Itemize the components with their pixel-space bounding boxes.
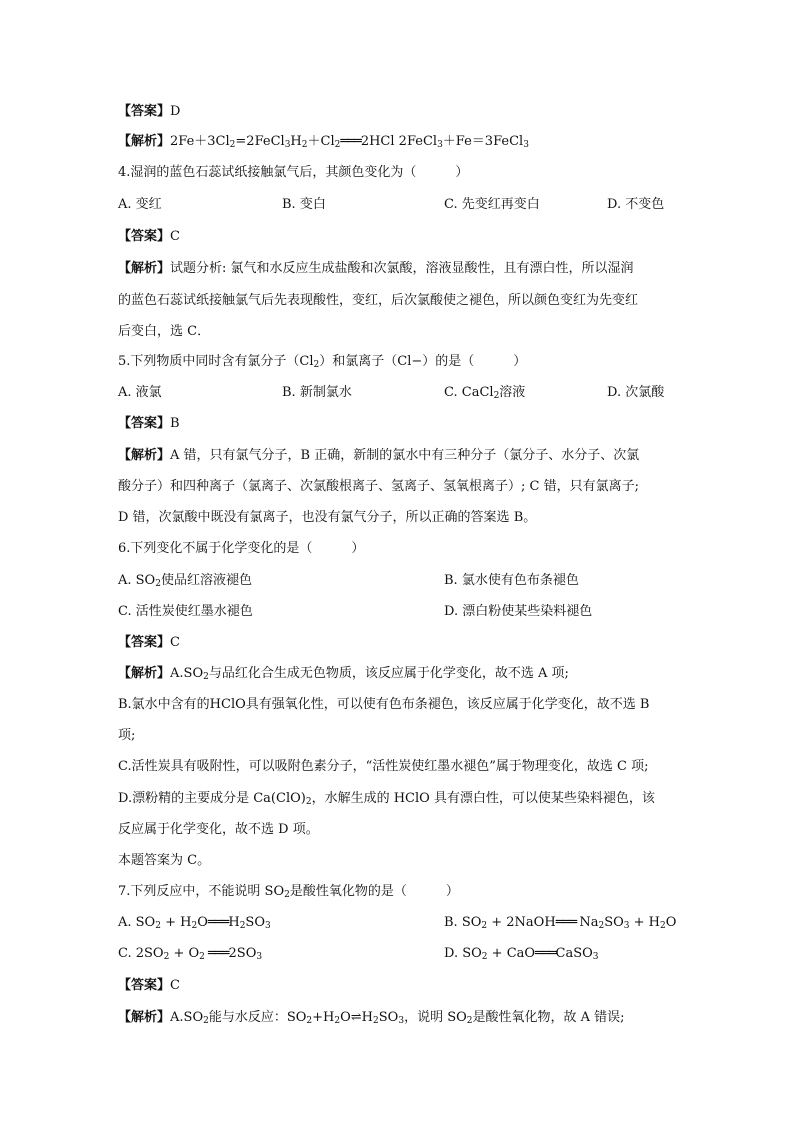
q4-analysis-line-1 [118,260,634,278]
q6-answer-line [118,634,180,652]
q5-option-a: A. 液氯 [118,385,162,400]
q4-option-d: D. 不变色 [607,197,665,212]
q5-analysis-line-1 [118,447,639,465]
analysis-tag: 【解析】 [118,134,171,149]
analysis-tag: 【解析】 [118,261,171,276]
q6-analysis-line-1: 【解析】$A.SO_2$与品红化合生成无色物质，该反应属于化学变化，故不选 A 项; [118,666,569,682]
q6-option-b: B. 氯水使有色布条褪色 [444,573,579,588]
q6-option-d: D. 漂白粉使某些染料褪色 [444,604,593,619]
answer-value: B [170,416,180,431]
q6-analysis-line-5: D.漂粉精的主要成分是 $Ca(ClO)_2$，水解生成的 HClO 具有漂白性，可以使某些染料褪色，该 [118,791,655,807]
q4-stem: 4.湿润的蓝色石蕊试纸接触氯气后，其颜色变化为（ ） [118,165,469,180]
answer-tag: 【答案】 [118,229,171,244]
analysis-text: $2Fe+3Cl_2=2FeCl_3H_2+Cl_2═══2HCl$ 2FeCl$_3$＋Fe＝3FeCl$_3$ [170,134,529,150]
q7-option-b: B. $SO_2$ + 2NaOH═══ $Na_2SO_3 + H_2O$ [444,915,677,931]
analysis-text: 试题分析: 氯气和水反应生成盐酸和次氯酸，溶液显酸性，且有漂白性，所以湿润 [170,261,634,276]
q3-analysis-line [118,133,529,151]
answer-tag: 【答案】 [118,635,171,650]
q7-option-d: D. $SO_2$ + CaO═══CaSO$_3$ [444,946,599,962]
q4-answer-line [118,228,180,246]
q5-analysis-line-2: 酸分子）和四种离子（氯离子、次氯酸根离子、氢离子、氢氧根离子）; C 错，只有氯离子; [118,479,639,494]
q7-stem: 7.下列反应中，不能说明 $SO_2$是酸性氧化物的是（ ） [118,884,459,900]
q7-answer-line [118,977,180,995]
q4-analysis-line-3: 后变白，选 C． [118,324,211,339]
q6-stem: 6.下列变化不属于化学变化的是（ ） [118,541,365,556]
answer-tag: 【答案】 [118,978,171,993]
answer-value: C [170,978,180,993]
q7-option-a: A. $SO_2$ + $H_2O═══H_2SO_3$ [118,915,271,931]
q6-conclusion: 本题答案为 C。 [118,853,211,868]
q6-option-a: A. $SO_2$使品红溶液褪色 [118,573,252,589]
q5-option-b: B. 新制氯水 [282,385,352,400]
analysis-tag: 【解析】 [118,448,171,463]
q4-option-c: C. 先变红再变白 [444,197,540,212]
q4-option-a: A. 变红 [118,197,162,212]
q5-option-c: C. CaCl$_2$溶液 [444,385,526,401]
q4-analysis-line-2: 的蓝色石蕊试纸接触氯气后先表现酸性，变红，后次氯酸使之褪色，所以颜色变红为先变红 [118,293,639,308]
answer-tag: 【答案】 [118,104,171,119]
q3-answer-line [118,103,180,121]
q6-analysis-line-2: B.氯水中含有的HClO具有强氧化性，可以使有色布条褪色，该反应属于化学变化，故不选 B [118,697,650,712]
q5-stem: 5.下列物质中同时含有氯分子$(Cl_2)$和氯离子（Cl−）的是（ ） [118,354,527,370]
q7-option-c: C. $2SO_2 + O_2$ $═══2SO_3$ [118,946,263,962]
answer-value: D [170,104,181,119]
q6-analysis-line-6: 反应属于化学变化，故不选 D 项。 [118,822,319,837]
q6-analysis-line-4: C.活性炭具有吸附性，可以吸附色素分子，“活性炭使红墨水褪色”属于物理变化，故选 C 项; [118,759,649,774]
analysis-tag: 【解析】 [118,666,171,681]
q4-option-b: B. 变白 [282,197,326,212]
analysis-text: A 错，只有氯气分子，B 正确，新制的氯水中有三种分子（氯分子、水分子、次氯 [170,448,640,463]
q7-analysis-line-1: 【解析】$A.SO_2$能与水反应：$SO_2+H_2O\rightleftharpoons H_2SO_3$，说明 $SO_2$是酸性氧化物，故 A 错误; [118,1010,625,1026]
q5-answer-line [118,415,180,433]
analysis-tag: 【解析】 [118,1010,171,1025]
answer-value: C [170,635,180,650]
q5-option-d: D. 次氯酸 [607,385,665,400]
answer-tag: 【答案】 [118,416,171,431]
q6-analysis-line-3: 项; [118,728,136,743]
q6-option-c: C. 活性炭使红墨水褪色 [118,604,253,619]
q5-analysis-line-3: D 错，次氯酸中既没有氯离子，也没有氯气分子，所以正确的答案选 B。 [118,510,537,525]
answer-value: C [170,229,180,244]
